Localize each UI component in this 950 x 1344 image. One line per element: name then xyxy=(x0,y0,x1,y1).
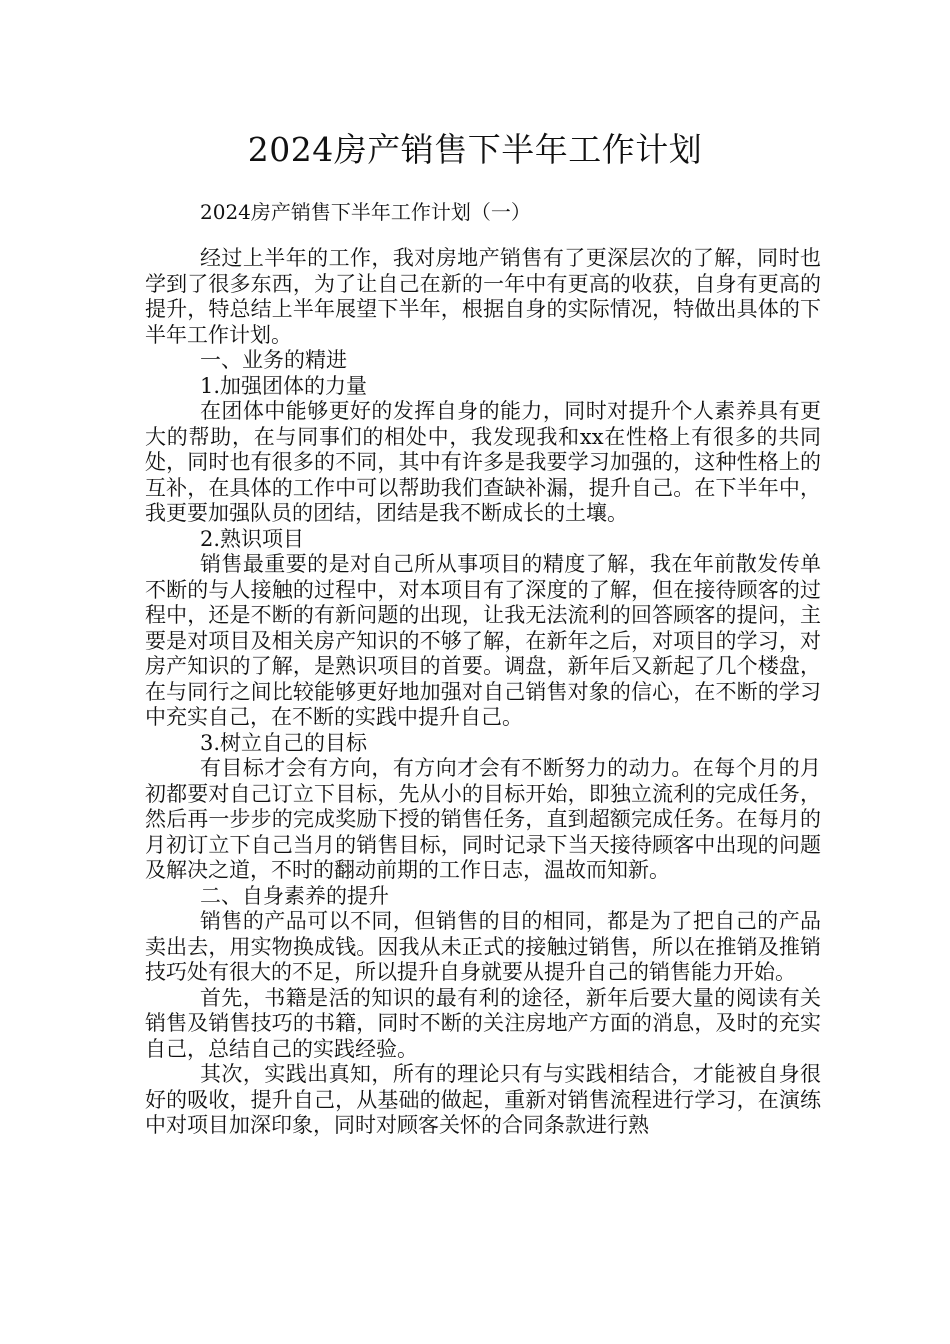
paragraph: 首先，书籍是活的知识的最有利的途径，新年后要大量的阅读有关销售及销售技巧的书籍，同时不断的关注房地产方面的消息，及时的充实自己，总结自己的实践经验。 xyxy=(145,985,821,1061)
paragraph: 在团体中能够更好的发挥自身的能力，同时对提升个人素养具有更大的帮助，在与同事们的相处中，我发现我和xx在性格上有很多的共同处，同时也有很多的不同，其中有许多是我要学习加强的，这种性格上的互补，在具体的工作中可以帮助我们查缺补漏，提升自己。在下半年中，我更要加强队员的团结，团结是我不断成长的土壤。 xyxy=(145,399,821,525)
paragraph: 销售最重要的是对自己所从事项目的精度了解，我在年前散发传单不断的与人接触的过程中，对本项目有了深度的了解，但在接待顾客的过程中，还是不断的有新问题的出现，让我无法流利的回答顾客的提问，主要是对项目及相关房产知识的不够了解，在新年之后，对项目的学习，对房产知识的了解，是熟识项目的首要。调盘，新年后又新起了几个楼盘，在与同行之间比较能够更好地加强对自己销售对象的信心，在不断的学习中充实自己，在不断的实践中提升自己。 xyxy=(145,552,821,729)
section-heading: 1.加强团体的力量 xyxy=(200,373,368,398)
section-heading: 二、自身素养的提升 xyxy=(200,883,389,908)
document-subtitle: 2024房产销售下半年工作计划（一） xyxy=(200,200,531,224)
document-title: 2024房产销售下半年工作计划 xyxy=(247,130,703,169)
paragraph: 经过上半年的工作，我对房地产销售有了更深层次的了解，同时也学到了很多东西，为了让自己在新的一年中有更高的收获，自身有更高的提升，特总结上半年展望下半年，根据自身的实际情况，特做出具体的下半年工作计划。 xyxy=(145,246,821,347)
paragraph: 销售的产品可以不同，但销售的目的相同，都是为了把自己的产品卖出去，用实物换成钱。因我从未正式的接触过销售，所以在推销及推销技巧处有很大的不足，所以提升自身就要从提升自己的销售能力开始。 xyxy=(145,909,821,984)
document-body xyxy=(145,246,821,1139)
paragraph: 有目标才会有方向，有方向才会有不断努力的动力。在每个月的月初都要对自己订立下目标，先从小的目标开始，即独立流利的完成任务，然后再一步步的完成奖励下授的销售任务，直到超额完成任务。在每月的月初订立下自己当月的销售目标，同时记录下当天接待顾客中出现的问题及解决之道，不时的翻动前期的工作日志，温故而知新。 xyxy=(145,756,821,882)
section-heading: 3.树立自己的目标 xyxy=(200,730,368,755)
section-heading: 一、业务的精进 xyxy=(200,348,347,372)
paragraph: 其次，实践出真知，所有的理论只有与实践相结合，才能被自身很好的吸收，提升自己，从基础的做起，重新对销售流程进行学习，在演练中对项目加深印象，同时对顾客关怀的合同条款进行熟 xyxy=(145,1062,821,1137)
section-heading: 2.熟识项目 xyxy=(200,526,305,551)
